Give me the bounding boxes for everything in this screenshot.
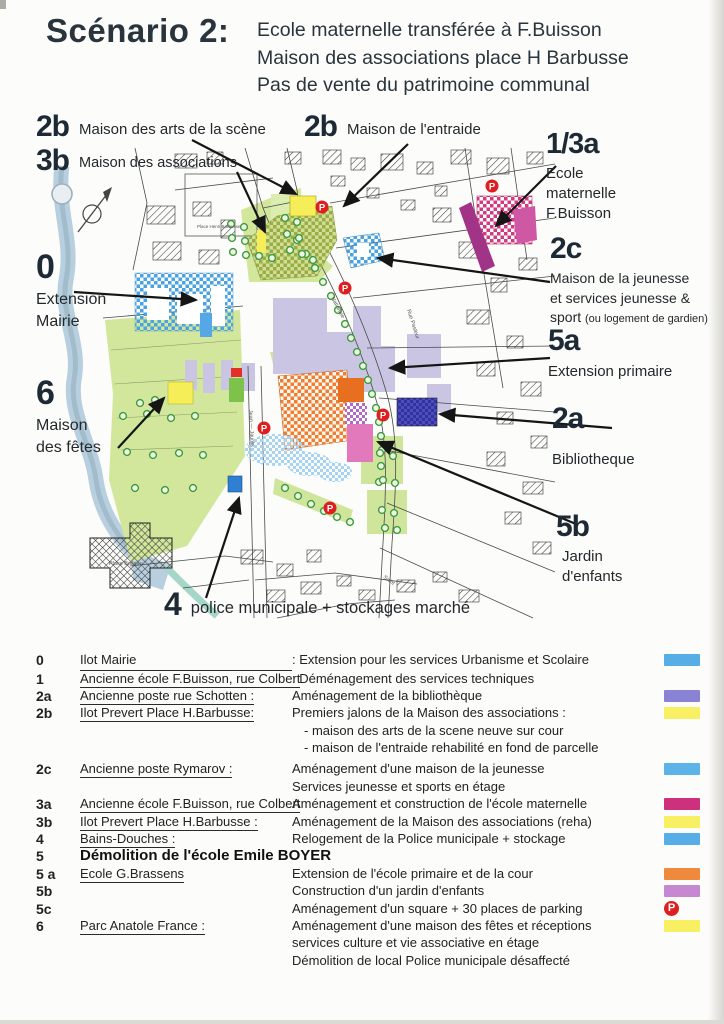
svg-text:P: P bbox=[318, 202, 326, 214]
callout-note: (ou logement de gardien) bbox=[585, 313, 708, 325]
street-jaures: Jean — Jaurès bbox=[247, 409, 255, 448]
callout-num: 4 bbox=[164, 586, 181, 622]
callout-label: Maison des arts de la scène bbox=[79, 121, 266, 138]
zone-mairie bbox=[135, 273, 233, 331]
callout-label: Ecole maternelle F.Buisson bbox=[546, 165, 617, 222]
legend-swatch bbox=[664, 816, 700, 828]
parking-icon bbox=[339, 282, 352, 295]
scenario-line-3: Pas de vente du patrimoine communal bbox=[257, 74, 590, 96]
legend-desc: Extension de l'école primaire et de la cour bbox=[292, 865, 533, 881]
zone-assoc-strip bbox=[257, 230, 266, 253]
legend-num: 3b bbox=[36, 813, 53, 830]
legend-num: 6 bbox=[36, 917, 44, 934]
legend-desc: Aménagement de la bibliothèque bbox=[292, 687, 483, 703]
legend-swatch bbox=[664, 920, 700, 932]
legend-desc: : Extension pour les services Urbanisme et Scolaire bbox=[292, 652, 589, 667]
legend-row-5 bbox=[36, 848, 704, 865]
legend-name: Ilot Mairie bbox=[80, 652, 292, 671]
legend-num: 2b bbox=[36, 705, 53, 722]
legend-row-0 bbox=[36, 652, 704, 671]
legend-desc: - maison de l'entraide rehabilité en fond de parcelle bbox=[304, 740, 599, 756]
legend-name: Ilot Prevert Place H.Barbusse : bbox=[80, 813, 258, 829]
legend-swatch bbox=[664, 868, 700, 880]
legend-row-6-sub2 bbox=[36, 953, 704, 970]
callout-label: Maison des associations bbox=[79, 155, 237, 171]
zone-red-lot bbox=[231, 368, 242, 377]
legend-demolition-note: Démolition de l'école Emile BOYER bbox=[80, 847, 332, 865]
legend-desc: Premiers jalons de la Maison des associations : bbox=[292, 705, 566, 721]
legend-name: Ancienne école F.Buisson, rue Colbert bbox=[80, 670, 301, 686]
legend-swatch bbox=[664, 707, 700, 719]
parking-icon: P bbox=[664, 901, 679, 916]
legend-num: 5c bbox=[36, 900, 52, 917]
zone-police bbox=[228, 476, 242, 492]
legend-row-3b bbox=[36, 814, 704, 831]
legend-row-2a bbox=[36, 688, 704, 705]
legend-num: 3a bbox=[36, 796, 52, 813]
zone-maison-fetes bbox=[168, 382, 193, 404]
legend-desc: Démolition de local Police municipale désaffecté bbox=[292, 952, 570, 968]
callout-label: Jardin d'enfants bbox=[562, 548, 623, 585]
legend-name: Ancienne poste rue Schotten : bbox=[80, 687, 255, 703]
callout-primaire bbox=[548, 326, 672, 382]
legend-desc: Aménagement et construction de l'école maternelle bbox=[292, 796, 588, 812]
zone-arts-scene bbox=[290, 196, 316, 216]
legend-row-5a bbox=[36, 866, 704, 883]
legend-desc: services culture et vie associative en étage bbox=[292, 935, 540, 951]
legend-row-5c bbox=[36, 901, 704, 918]
scenario-line-2: Maison des associations place H Barbusse bbox=[257, 46, 629, 69]
callout-label: Extension primaire bbox=[548, 363, 673, 380]
callout-num: 6 bbox=[36, 374, 54, 412]
legend-desc: Aménagement d'une maison de la jeunesse bbox=[292, 761, 545, 777]
place-boileau: Place Boileau bbox=[109, 561, 143, 567]
street-saint: Saint bbox=[381, 574, 396, 587]
callout-label: Maison de la jeunesse et services jeunesse & sport (ou logement de gardien) bbox=[550, 270, 708, 325]
legend-desc: Aménagement d'un square + 30 places de parking bbox=[292, 900, 583, 916]
legend-row-6-sub1 bbox=[36, 935, 704, 952]
callout-label: Bibliotheque bbox=[552, 451, 635, 468]
legend-swatch bbox=[664, 885, 700, 897]
scenario-line-1: Ecole maternelle transférée à F.Buisson bbox=[257, 19, 602, 41]
svg-text:P: P bbox=[379, 410, 387, 422]
zone-green-lot bbox=[229, 378, 244, 402]
legend-row-3a bbox=[36, 796, 704, 813]
callout-num: 5b bbox=[556, 510, 590, 543]
zone-blue-strip bbox=[200, 313, 212, 337]
callout-num: 3b bbox=[36, 144, 70, 177]
legend-num: 5 bbox=[36, 848, 44, 865]
page-title: Scénario 2: bbox=[46, 12, 230, 49]
callout-entraide bbox=[304, 112, 481, 142]
callout-bibliotheque bbox=[552, 404, 635, 470]
legend-name: Ilot Prevert Place H.Barbusse: bbox=[80, 705, 255, 721]
legend-num: 2c bbox=[36, 761, 52, 778]
svg-text:P: P bbox=[260, 423, 268, 435]
legend-desc: Aménagement de la Maison des associations (reha) bbox=[292, 813, 592, 829]
pond bbox=[52, 184, 72, 204]
callout-num: 2c bbox=[550, 232, 582, 265]
legend-swatch bbox=[664, 654, 700, 666]
legend-row-5b bbox=[36, 883, 704, 900]
callout-num: 2a bbox=[552, 402, 584, 435]
callout-label: Maison des fêtes bbox=[36, 417, 101, 456]
legend-swatch bbox=[664, 763, 700, 775]
callout-assoc bbox=[36, 146, 237, 176]
legend-name: Parc Anatole France : bbox=[80, 917, 206, 933]
parking-icon bbox=[377, 409, 390, 422]
legend-desc: Aménagement d'une maison des fêtes et réceptions bbox=[292, 917, 592, 933]
parking-icon bbox=[486, 180, 499, 193]
place-barbusse: Place Henri Barbusse bbox=[197, 224, 241, 229]
svg-text:P: P bbox=[326, 503, 334, 515]
street-pasteur: Rue Pasteur bbox=[405, 308, 421, 340]
north-arrow-icon bbox=[78, 187, 112, 232]
svg-text:P: P bbox=[341, 283, 349, 295]
legend-num: 1 bbox=[36, 670, 44, 687]
callout-label: Maison de l'entraide bbox=[347, 121, 481, 138]
legend-row-1 bbox=[36, 671, 704, 688]
legend-name: Ancienne école F.Buisson, rue Colbert bbox=[80, 796, 301, 812]
callout-num: 1/3a bbox=[546, 128, 599, 160]
legend-num: 2a bbox=[36, 687, 52, 704]
legend-name: Bains-Douches : bbox=[80, 831, 176, 847]
legend-row-2b-sub1 bbox=[36, 723, 704, 740]
legend-row-2c bbox=[36, 761, 704, 778]
legend-row-2b-sub2 bbox=[36, 740, 704, 757]
parking-icon bbox=[258, 422, 271, 435]
scan-edge-bottom bbox=[0, 1020, 724, 1024]
legend-num: 4 bbox=[36, 831, 44, 848]
legend-num: 5 a bbox=[36, 865, 56, 882]
callout-num: 0 bbox=[36, 248, 54, 286]
callout-police bbox=[164, 588, 470, 620]
legend-num: 0 bbox=[36, 652, 44, 668]
callout-ecole-maternelle bbox=[546, 130, 616, 224]
legend-row-6 bbox=[36, 918, 704, 935]
zone-jeunesse bbox=[343, 233, 385, 268]
callout-num: 2b bbox=[36, 110, 70, 143]
legend-swatch bbox=[664, 690, 700, 702]
svg-text:P: P bbox=[488, 181, 496, 193]
legend-desc: Services jeunesse et sports en étage bbox=[292, 778, 506, 794]
legend-name: Ancienne poste Rymarov : bbox=[80, 761, 233, 777]
legend-desc: Construction d'un jardin d'enfants bbox=[292, 883, 485, 899]
legend-row-2c-sub bbox=[36, 779, 704, 796]
map-legend bbox=[36, 652, 704, 970]
callout-label: police municipale + stockages marché bbox=[190, 599, 471, 617]
callout-label: Extension Mairie bbox=[36, 291, 107, 330]
scan-edge-right bbox=[708, 0, 724, 1024]
map-content bbox=[52, 148, 555, 622]
zone-jardin-enfants bbox=[345, 403, 373, 462]
legend-desc: Relogement de la Police municipale + stockage bbox=[292, 831, 566, 847]
callout-num: 2b bbox=[304, 110, 338, 143]
legend-swatch bbox=[664, 833, 700, 845]
scan-corner-mark bbox=[0, 0, 6, 9]
callout-mairie bbox=[36, 250, 106, 333]
legend-name: Ecole G.Brassens bbox=[80, 865, 185, 881]
parking-icon bbox=[324, 502, 337, 515]
legend-row-4 bbox=[36, 831, 704, 848]
zone-bibliotheque bbox=[397, 398, 437, 426]
street-nationale: Nationale bbox=[329, 296, 346, 320]
callout-jeunesse bbox=[550, 234, 720, 330]
legend-swatch bbox=[664, 798, 700, 810]
scenario-description bbox=[257, 17, 629, 100]
callout-arts bbox=[36, 112, 266, 142]
callout-num: 5a bbox=[548, 324, 580, 357]
callout-jardin bbox=[556, 512, 622, 587]
parking-icon bbox=[316, 201, 329, 214]
legend-desc: - maison des arts de la scene neuve sur cour bbox=[304, 722, 564, 738]
callout-fetes bbox=[36, 376, 101, 459]
legend-desc: : Déménagement des services techniques bbox=[292, 670, 535, 686]
legend-row-2b bbox=[36, 705, 704, 722]
city-map-area bbox=[0, 110, 724, 644]
legend-num: 5b bbox=[36, 883, 53, 900]
